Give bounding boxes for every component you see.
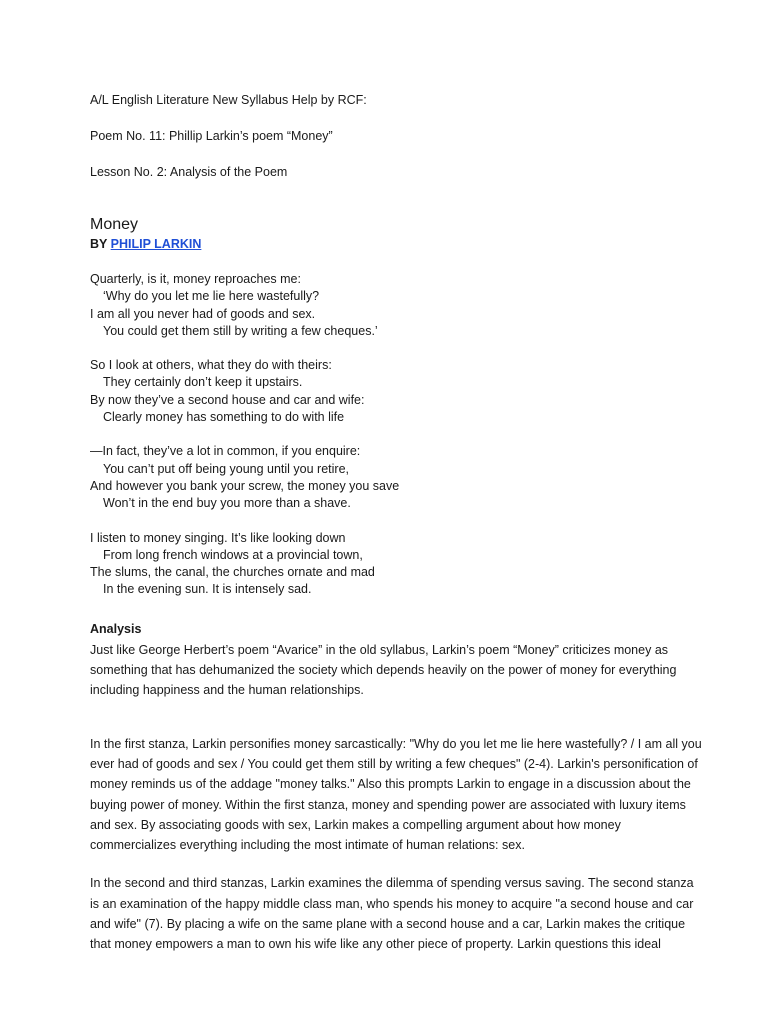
stanza-3	[90, 443, 702, 512]
poem-line: Won’t in the end buy you more than a shave.	[103, 496, 351, 511]
header-line-1: A/L English Literature New Syllabus Help by RCF:	[90, 93, 367, 107]
stanza-1	[90, 271, 702, 340]
analysis-paragraph-3: In the second and third stanzas, Larkin examines the dilemma of spending versus saving. The second stanza is an examination of the happy middle class man, who spends his money to acquire "a second house and car and wife" (7). By placing a wife on the same plane with a second house and a car, Larkin makes the critique that money empowers a man to own his wife like any other piece of property. Larkin questions this ideal	[90, 876, 694, 952]
poem-line: From long french windows at a provincial town,	[103, 547, 363, 562]
poem-line: By now they’ve a second house and car and wife:	[90, 392, 365, 407]
poem-line: ‘Why do you let me lie here wastefully?	[103, 289, 320, 304]
poem-line: They certainly don’t keep it upstairs.	[103, 375, 303, 390]
poem-line: The slums, the canal, the churches ornate and mad	[90, 565, 375, 580]
header-line-3: Lesson No. 2: Analysis of the Poem	[90, 165, 288, 179]
poem-line: You could get them still by writing a few cheques.’	[103, 323, 378, 338]
poem-line: So I look at others, what they do with theirs:	[90, 358, 332, 373]
document-content	[90, 92, 702, 955]
poem-line: In the evening sun. It is intensely sad.	[103, 582, 312, 597]
poem-title: Money	[90, 216, 139, 233]
poem-line: Quarterly, is it, money reproaches me:	[90, 272, 301, 286]
poem-line: I am all you never had of goods and sex.	[90, 306, 316, 321]
analysis-heading: Analysis	[90, 621, 142, 636]
analysis-paragraph-2: In the first stanza, Larkin personifies money sarcastically: "Why do you let me lie here wastefully? / I am all you ever had of goods and sex / You could get them still by writing a few cheques" (2-4). Larkin's personification of money reminds us of the addage "money talks." Also this prompts Larkin to engage in a discussion about the buying power of money. Within the first stanza, money and spending power are associated with luxury items and sex. By associating goods with sex, Larkin makes a compelling argument about how money commercializes everything including the most intimate of human relations: sex.	[90, 736, 702, 853]
poem-line: Clearly money has something to do with life	[103, 410, 345, 425]
author-link[interactable]: PHILIP LARKIN	[110, 237, 202, 251]
poem-byline	[90, 236, 702, 253]
by-label: BY	[90, 237, 111, 251]
analysis-paragraph-1: Just like George Herbert’s poem “Avarice” in the old syllabus, Larkin’s poem “Money” criticizes money as something that has dehumanized the society which depends heavily on the power of money for everything including happiness and the human relationships.	[90, 642, 677, 698]
header-line-2: Poem No. 11: Phillip Larkin’s poem “Money”	[90, 129, 333, 143]
poem-line: You can’t put off being young until you retire,	[103, 461, 350, 476]
poem-line: I listen to money singing. It’s like looking down	[90, 530, 346, 545]
stanza-4	[90, 530, 702, 599]
stanza-2	[90, 357, 702, 426]
poem-line: And however you bank your screw, the money you save	[90, 478, 400, 493]
poem-line: —In fact, they’ve a lot in common, if you enquire:	[90, 444, 361, 459]
